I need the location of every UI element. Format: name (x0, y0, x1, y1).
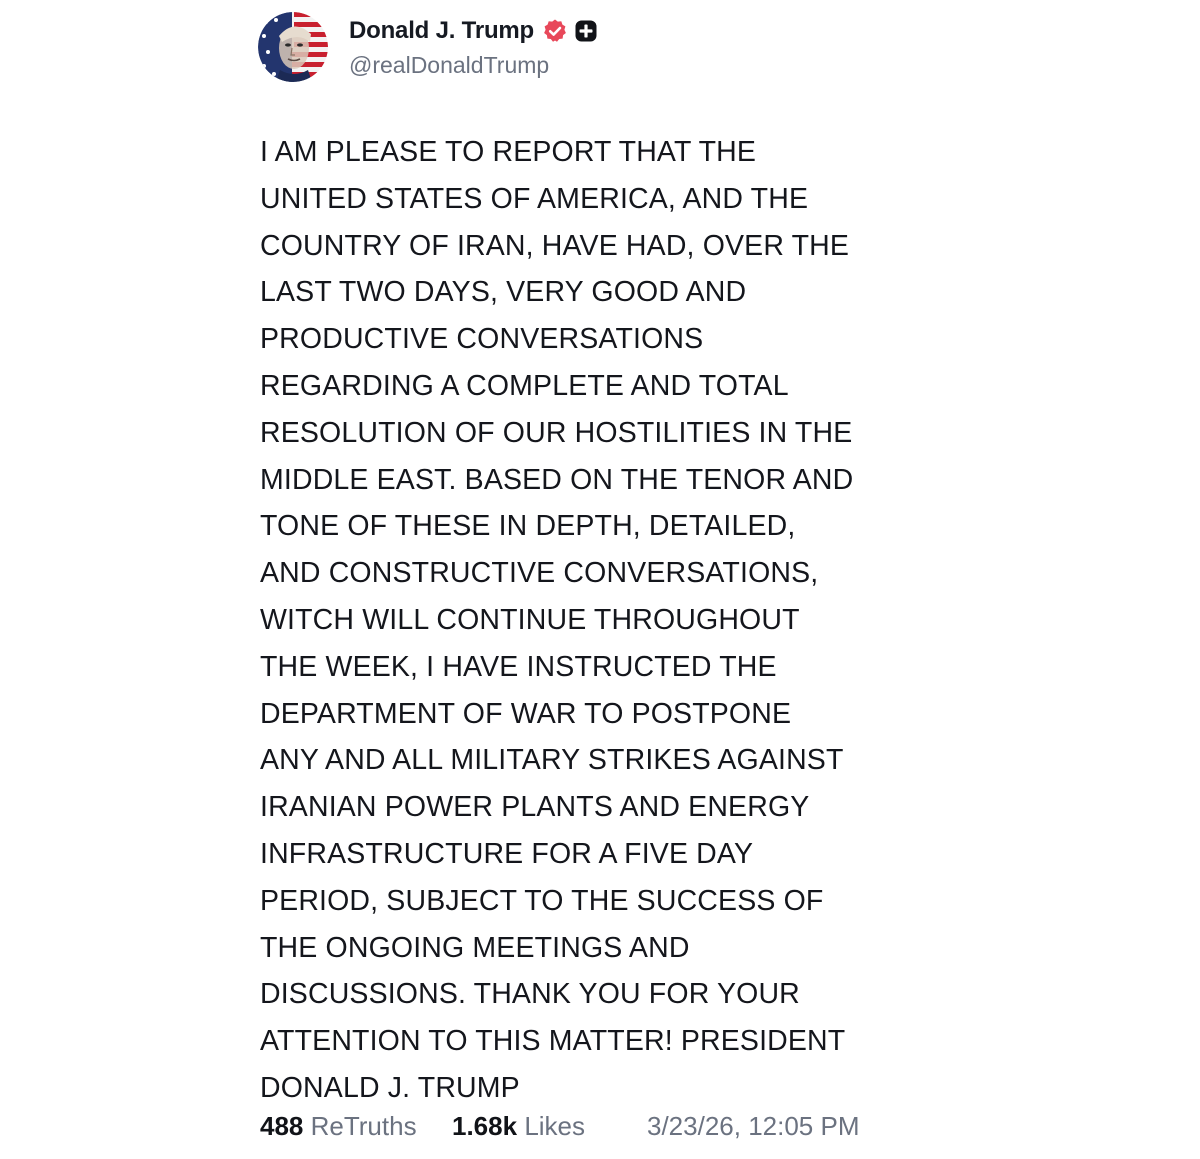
post-text-line: REGARDING A COMPLETE AND TOTAL (260, 369, 789, 402)
post-text-line: I AM PLEASE TO REPORT THAT THE (260, 136, 757, 168)
post-text-line: DISCUSSIONS. THANK YOU FOR YOUR (260, 978, 800, 1011)
post-text-line: PRODUCTIVE CONVERSATIONS (260, 323, 704, 356)
post-text-line: MIDDLE EAST. BASED ON THE TENOR AND (260, 463, 854, 496)
post-text-line: AND CONSTRUCTIVE CONVERSATIONS, (260, 557, 819, 590)
post-card (258, 10, 918, 1104)
post-text-line: THE WEEK, I HAVE INSTRUCTED THE (260, 650, 777, 683)
post-text-line: ATTENTION TO THIS MATTER! PRESIDENT (260, 1025, 846, 1058)
post-text-line: DONALD J. TRUMP (260, 1071, 520, 1104)
author-handle[interactable]: @realDonaldTrump (349, 52, 550, 78)
retruths-stat[interactable] (260, 1111, 417, 1142)
post-text-line: COUNTRY OF IRAN, HAVE HAD, OVER THE (260, 229, 850, 262)
post-text-line: LAST TWO DAYS, VERY GOOD AND (260, 276, 747, 309)
post-text-line: ANY AND ALL MILITARY STRIKES AGAINST (260, 744, 844, 777)
author-name-row (349, 16, 598, 46)
post-timestamp[interactable]: 3/23/26, 12:05 PM (647, 1111, 860, 1141)
post-text-line: TONE OF THESE IN DEPTH, DETAILED, (260, 510, 796, 543)
post-text-line: RESOLUTION OF OUR HOSTILITIES IN THE (260, 416, 853, 449)
post-text (260, 129, 920, 1112)
verified-badge-icon (542, 18, 568, 44)
retruths-label: ReTruths (310, 1111, 417, 1141)
retruths-count: 488 (260, 1111, 304, 1141)
post-text-line: THE ONGOING MEETINGS AND (260, 931, 690, 964)
post-text-line: INFRASTRUCTURE FOR A FIVE DAY (260, 837, 754, 870)
post-text-line: IRANIAN POWER PLANTS AND ENERGY (260, 791, 810, 824)
post-text-line: PERIOD, SUBJECT TO THE SUCCESS OF (260, 884, 824, 917)
likes-stat[interactable] (452, 1111, 585, 1142)
avatar-flag-portrait-icon (258, 12, 328, 82)
avatar[interactable] (258, 12, 328, 82)
post-text-line: DEPARTMENT OF WAR TO POSTPONE (260, 697, 792, 730)
post-text-line: WITCH WILL CONTINUE THROUGHOUT (260, 603, 800, 636)
author-display-name[interactable]: Donald J. Trump (349, 17, 535, 44)
post-stats-bar (260, 1111, 880, 1147)
likes-count: 1.68k (452, 1111, 518, 1141)
likes-label: Likes (524, 1111, 586, 1141)
truth-plus-badge-icon (574, 19, 598, 43)
post-text-line: UNITED STATES OF AMERICA, AND THE (260, 182, 809, 215)
post-header (258, 10, 918, 90)
